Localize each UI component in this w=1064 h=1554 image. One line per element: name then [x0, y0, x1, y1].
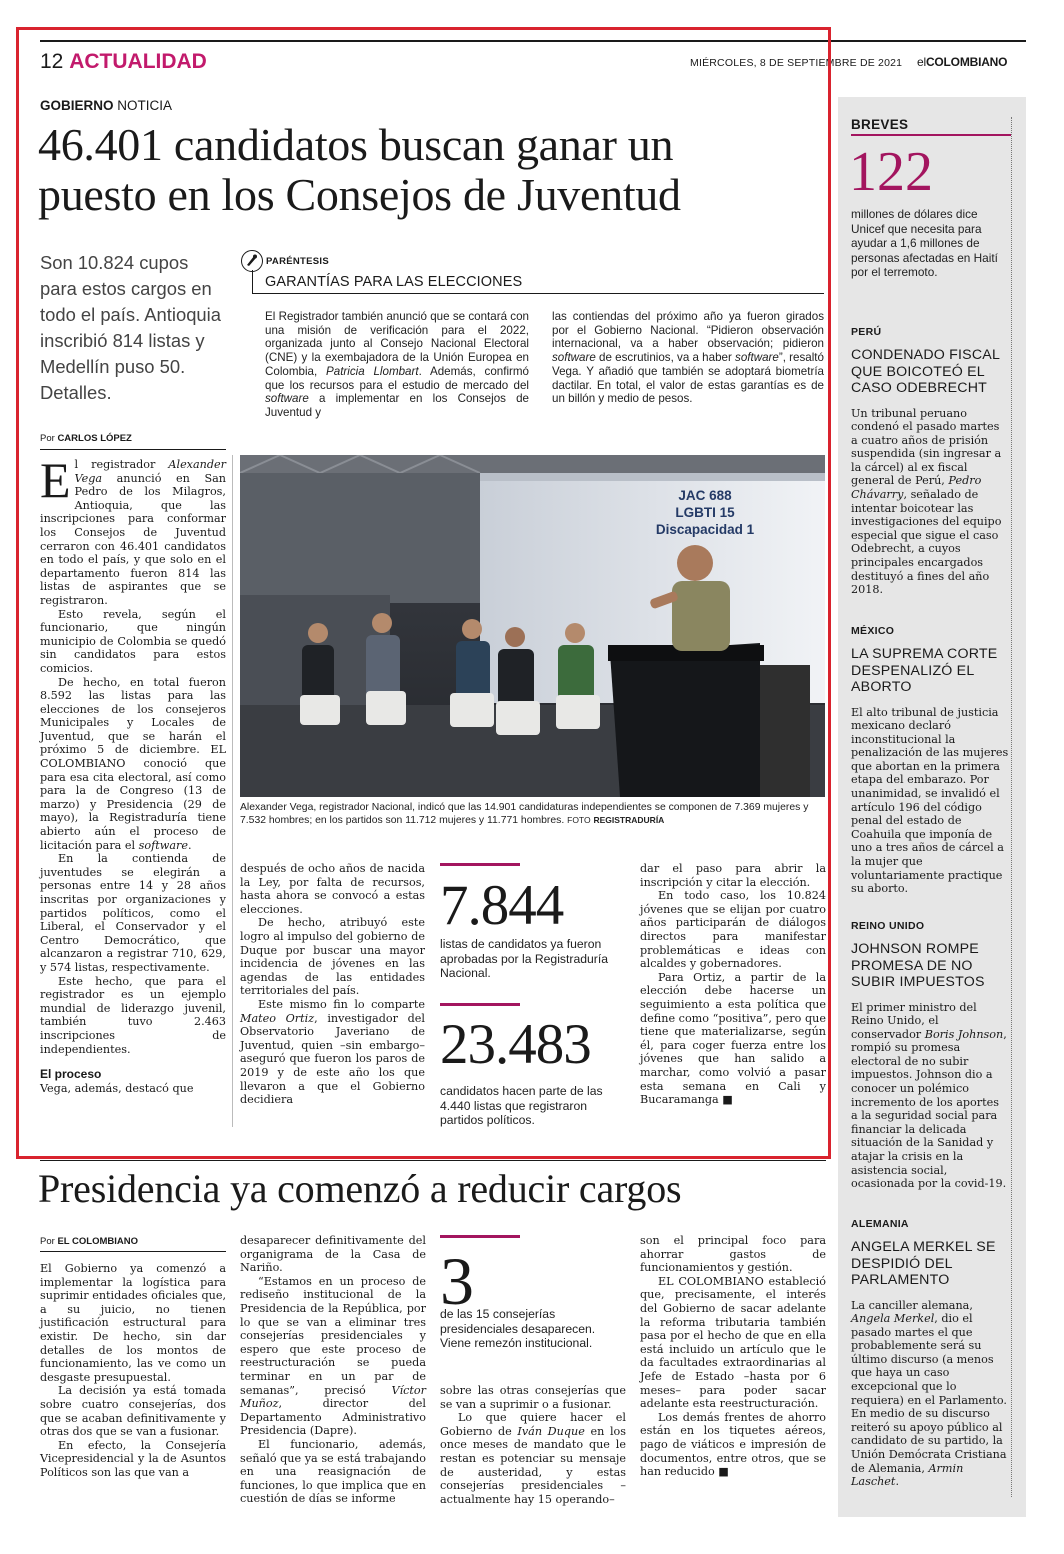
kicker-type: NOTICIA	[117, 98, 173, 113]
paragraph: desaparecer definitivamente del organigrama de la Casa de Nariño.	[240, 1234, 426, 1275]
breves-dotted-edge	[1011, 117, 1013, 1497]
paragraph: Esto revela, según el funcionario, que ningún municipio de Colombia se quedó sin candidatos para estos comicios.	[40, 607, 226, 675]
brief-headline: LA SUPREMA CORTE DESPENALIZÓ EL ABORTO	[851, 646, 998, 695]
end-mark: ■	[722, 1093, 733, 1107]
second-article-column-4	[640, 1234, 826, 1479]
parentesis-text-right: las contiendas del próximo año ya fueron girados por el Gobierno Nacional. “Pidieron observación internacional, va a haber observación; pidieron software de escrutinios, va a haber software”, resaltó Vega. Y añadió que también se adoptará biometría dactilar. En total, el valor de estas garantías es de un billón y medio de pesos.	[552, 310, 824, 406]
brief-body: Un tribunal peruano condenó el pasado martes a cuatro años de prisión suspendida (sin ingresar a la cárcel) al ex fiscal general de Perú, Pedro Chávarry, señalado de intentar boicotear las investigaciones del equipo especial que sigue el caso Odebrecht, a cuyos principales encargados destituyó a fines del año 2018.	[851, 406, 1002, 597]
masthead-logo	[917, 55, 1007, 69]
brief-body: El alto tribunal de justicia mexicano declaró inconstitucional la penalización de las mujeres que abortan en la primera etapa del embarazo. Por unanimidad, se invalidó el artículo 196 del código penal del estado de Coahuila que imponía de uno a tres años de cárcel a la mujer que voluntariamente practique su aborto.	[851, 705, 1009, 896]
parentesis-title: GARANTÍAS PARA LAS ELECCIONES	[265, 274, 523, 290]
second-article-column-1	[40, 1262, 226, 1480]
screen-line: LGBTI 15	[675, 505, 735, 520]
masthead-name: COLOMBIANO	[925, 55, 1008, 69]
second-byline: Por EL COLOMBIANO	[40, 1236, 139, 1247]
screen-line: Discapacidad 1	[655, 522, 755, 537]
highlight-frame	[16, 27, 831, 1159]
second-byline-rule	[40, 1251, 226, 1252]
paragraph: sobre las otras consejerías que se van a suprimir o a fusionar.	[440, 1384, 626, 1411]
stat-text: listas de candidatos ya fueron aprobadas por la Registraduría Nacional.	[440, 937, 609, 980]
paragraph: Lo que quiere hacer el Gobierno de Iván Duque en los once meses de mandato que le restan es potenciar su mensaje de austeridad, y estas consejerías presidenciales –actualmente hay 15 operando–	[440, 1411, 626, 1506]
paragraph: Para Ortiz, a partir de la elección debe hacerse un seguimiento a esta política que define como “positiva”, pero que tiene que materializarse, según él, para coger fuerza entre los jóvenes que han salido a marchar, como volvió a pasar esta semana en Cali y Bucaramanga ■	[640, 970, 826, 1107]
byline-author: CARLOS LÓPEZ	[57, 433, 132, 444]
section-name: ACTUALIDAD	[69, 50, 207, 73]
parentesis-text-left: El Registrador también anunció que se contará con una misión de verificación para el 2022, organizada junto al Consejo Nacional Electoral (CNE) y la exembajadora de la Unión Europea en Colombia, Patricia Llombart. Además, confirmó que los recursos para el estudio de mercado del software a implementar en los Consejos de Juventud y	[265, 310, 529, 419]
issue-date: MIÉRCOLES, 8 DE SEPTIEMBRE DE 2021	[690, 57, 903, 69]
stat-text: de las 15 consejerías presidenciales desaparecen. Viene remezón institucional.	[440, 1307, 596, 1350]
brief-headline: ANGELA MERKEL SE DESPIDIÓ DEL PARLAMENTO	[851, 1239, 996, 1288]
brief-section: PERÚ	[851, 326, 882, 338]
paragraph: “Estamos en un proceso de rediseño institucional de la Presidencia de la República, por lo que se van a eliminar tres consejerías presidenciales y espero que este proceso de reestructuración se pueda terminar en un par de semanas”, precisó Víctor Muñoz, director del Departamento Administrativo Presidencia (Dapre).	[240, 1274, 426, 1438]
breves-big-text: millones de dólares dice Unicef que necesita para ayudar a 1,6 millones de personas afectadas en Haití por el terremoto.	[851, 207, 998, 280]
second-article-column-2	[240, 1234, 426, 1506]
photo-credit-prefix: FOTO	[567, 815, 591, 825]
paragraph: En la contienda de juventudes se elegirán a personas entre 14 y 28 años inscritas por organizaciones y partidos políticos, como el Liberal, el Conservador y el Centro Democrático, que alcanzaron a registrar 710, 629, y 574 listas, respectivamente.	[40, 852, 226, 974]
breves-title-bar	[851, 134, 1011, 136]
paragraph: En efecto, la Consejería Vicepresidencial y la de Asuntos Políticos son las que van a	[40, 1438, 226, 1479]
byline-prefix: Por	[40, 433, 55, 444]
paragraph: Este mismo fin lo comparte Mateo Ortiz, investigador del Observatorio Javeriano de Juventud, quien –sin embargo– aseguró que fueron los paros de 2019 y de este año los que llevaron a que el Gobierno decidiera	[240, 997, 425, 1107]
drop-cap: E	[40, 452, 71, 508]
brief-peru	[851, 326, 1009, 597]
brief-alemania	[851, 1218, 1009, 1489]
article-deck: Son 10.824 cupos para estos cargos en todo el país. Antioquia inscribió 814 listas y Medellín puso 50. Detalles.	[40, 252, 221, 403]
kicker-section: GOBIERNO	[40, 98, 114, 113]
paragraph: De hecho, atribuyó este logro al impulso del gobierno de Duque por buscar una mayor incidencia de jóvenes en las agendas de las entidades territoriales del país.	[240, 916, 425, 998]
stat-number: 23.483	[440, 1013, 591, 1076]
parentesis-label: PARÉNTESIS	[266, 256, 330, 267]
lead-paragraph: El registrador Alexander Vega anunció en San Pedro de los Milagros, Antioquia, que las inscripciones para conformar los Consejos de Juventud cerraron con 46.401 candidatos en todo el país, y que solo en el departamento fueron 814 las listas de aspirantes que se registraron.	[40, 452, 226, 607]
brief-body: La canciller alemana, Angela Merkel, dio el pasado martes el que probablemente será su último discurso (a menos que haya un caso excepcional que lo requiera) en el Parlamento. En medio de su discurso reiteró su apoyo público al candidato de su partido, la Unión Demócrata Cristiana de Alemania, Armin Laschet.	[851, 1298, 1007, 1489]
screen-line: JAC 688	[678, 488, 732, 503]
stat-number: 7.844	[440, 874, 564, 937]
stat-number: 3	[440, 1243, 474, 1319]
brief-mexico	[851, 625, 1009, 896]
brief-section: MÉXICO	[851, 625, 895, 637]
end-mark: ■	[718, 1465, 729, 1479]
paragraph: son el principal foco para ahorrar gastos de funcionamientos y gestión.	[640, 1234, 826, 1275]
paragraph: El funcionario, además, señaló que ya se está trabajando en una reasignación de funciones, lo que implica que en cuestión de días se informe	[240, 1437, 426, 1506]
paragraph: EL COLOMBIANO estableció que, precisamente, el interés del Gobierno de sacar adelante la reforma tributaria también pasa por el hecho de que en ella está incluido un artículo que le da facultades extraordinarias al Jefe de Estado –hasta por 6 meses– para poder sacar adelante esta reestructuración.	[640, 1274, 826, 1411]
page-number: 12 ACTUALIDAD	[40, 50, 207, 73]
second-article-rule	[40, 1160, 826, 1161]
brief-section: REINO UNIDO	[851, 920, 925, 932]
person-name: Alexander Vega	[74, 458, 226, 485]
brief-body: El primer ministro del Reino Unido, el conservador Boris Johnson, rompió su promesa electoral de no subir impuestos. Johnson dio a conocer un polémico incremento de los aportes a la seguridad social para financiar la delicada situación de la Sanidad y atajar la crisis en la asistencia social, ocasionada por la covid-19.	[851, 1000, 1007, 1191]
paragraph: Vega, además, destacó que	[40, 1081, 194, 1095]
breves-big-number: 122	[849, 141, 933, 203]
masthead-prefix: el	[917, 55, 926, 69]
brief-reino-unido	[851, 920, 1009, 1191]
stat-bar	[440, 1235, 520, 1238]
headline-line-2: puesto en los Consejos de Juventud	[38, 169, 681, 220]
brief-headline: JOHNSON ROMPE PROMESA DE NO SUBIR IMPUESTOS	[851, 941, 985, 990]
paragraph: En todo caso, los 10.824 jóvenes que se elijan por cuatro años participarán de diálogos directos para manifestar problemáticas e ideas con alcaldes y gobernadores.	[640, 889, 826, 971]
paragraph: dar el paso para abrir la inscripción y citar la elección.	[640, 862, 826, 889]
brief-section: ALEMANIA	[851, 1218, 909, 1230]
headline-line-1: 46.401 candidatos buscan ganar un	[38, 119, 674, 170]
photo-credit: REGISTRADURÍA	[593, 815, 665, 825]
photo-caption: Alexander Vega, registrador Nacional, indicó que las 14.901 candidaturas independientes se componen de 7.369 mujeres y 7.532 hombres; en los partidos son 11.712 mujeres y 11.771 hombres. FOTO REGISTRADURÍA	[240, 802, 809, 826]
brief-headline: CONDENADO FISCAL QUE BOICOTEÓ EL CASO ODEBRECHT	[851, 347, 1000, 396]
paragraph: Los demás frentes de ahorro están en los tiquetes aéreos, pago de viáticos e impresión de documentos, entre otros, que se han reducido ■	[640, 1410, 826, 1479]
second-headline: Presidencia ya comenzó a reducir cargos	[38, 1166, 682, 1211]
subhead: El proceso	[40, 1067, 102, 1082]
paragraph: Este hecho, que para el registrador es un ejemplo mundial de liderazgo juvenil, también tuvo 2.463 inscripciones de independientes.	[40, 974, 226, 1056]
breves-title: BREVES	[851, 117, 909, 132]
paragraph: después de ocho años de nacida la Ley, por falta de recursos, hasta ahora se convocó a estas elecciones.	[240, 862, 425, 916]
second-article-column-3	[440, 1384, 626, 1506]
paragraph: El Gobierno ya comenzó a implementar la logística para suprimir entidades oficiales que, a su juicio, no tienen justificación estructural para existir. De hecho, sin dar detalles de los montos de funcionamiento, las ve como un desgaste presupuestal.	[40, 1262, 226, 1384]
paragraph: La decisión ya está tomada sobre cuatro consejerías, dos que se acaban definitivamente y otras dos que se van a fusionar.	[40, 1384, 226, 1439]
paragraph: De hecho, en total fueron 8.592 las listas para las elecciones de los consejeros Municipales y Locales de Juventud, que se harán el próximo 5 de diciembre. EL COLOMBIANO conoció que para esa cita electoral, así como para la de Congreso (13 de marzo) y Presidencia (29 de mayo), la Registraduría tiene abierto aún el proceso de licitación para el software.	[40, 675, 226, 852]
stat-text: candidatos hacen parte de las 4.440 listas que registraron partidos políticos.	[440, 1084, 603, 1127]
